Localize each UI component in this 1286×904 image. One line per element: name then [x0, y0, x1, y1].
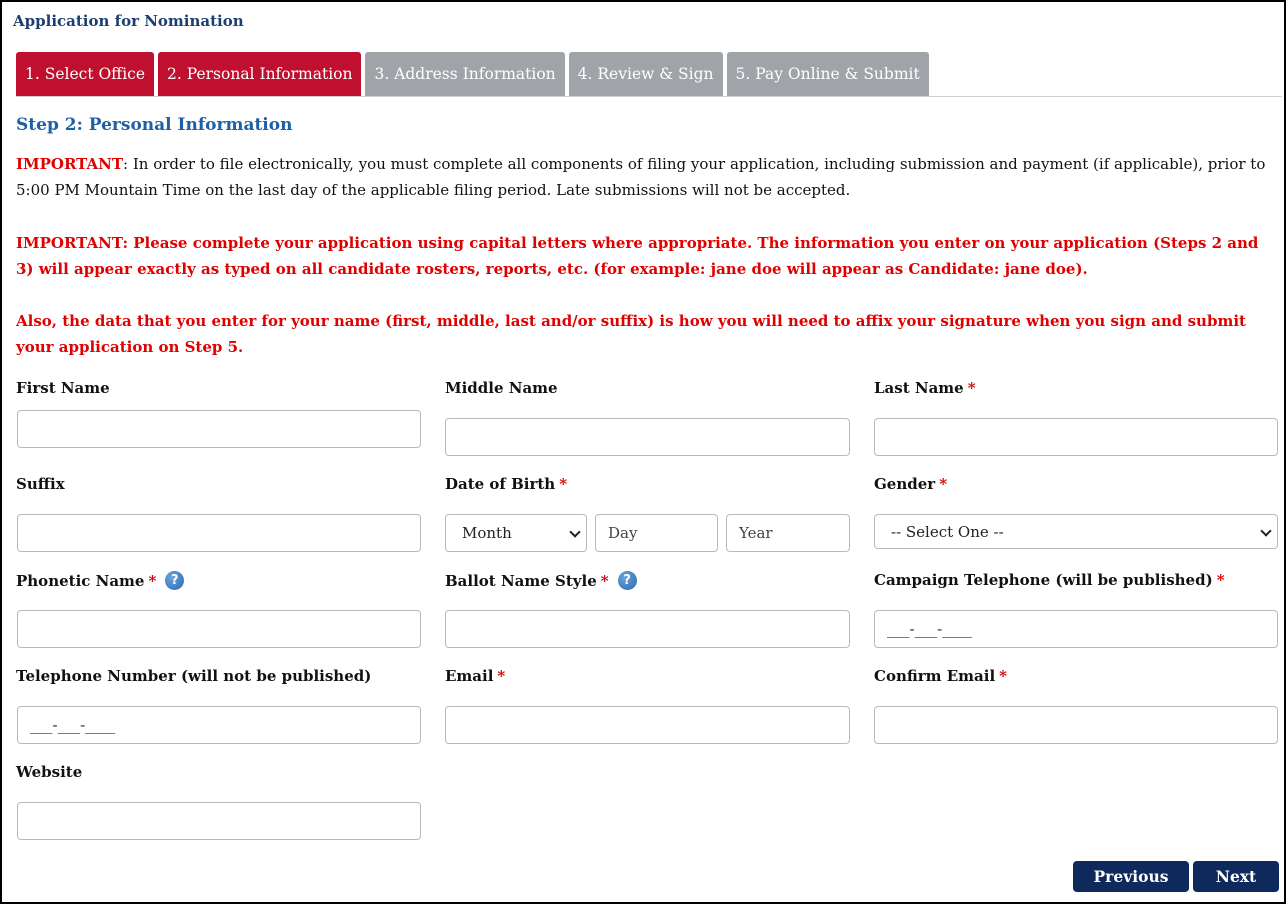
website-label: Website	[16, 763, 83, 781]
required-mark: *	[1216, 571, 1225, 589]
chevron-down-icon	[569, 526, 580, 537]
email-input[interactable]	[445, 706, 850, 744]
ballot-name-style-label: Ballot Name Style * ?	[445, 571, 637, 590]
middle-name-input[interactable]	[445, 418, 850, 456]
last-name-label: Last Name *	[874, 379, 976, 397]
help-icon[interactable]: ?	[165, 571, 184, 590]
telephone-number-label: Telephone Number (will not be published)	[16, 667, 372, 685]
dob-year-input[interactable]	[726, 514, 850, 552]
gender-selected-value: -- Select One --	[891, 522, 1004, 541]
last-name-input[interactable]	[874, 418, 1278, 456]
previous-button[interactable]: Previous	[1073, 861, 1189, 892]
middle-name-label: Middle Name	[445, 379, 558, 397]
required-mark: *	[939, 475, 948, 493]
step-tabs	[16, 52, 929, 96]
suffix-label: Suffix	[16, 475, 65, 493]
required-mark: *	[148, 571, 157, 590]
confirm-email-input[interactable]	[874, 706, 1278, 744]
app-title: Application for Nomination	[13, 12, 244, 30]
required-mark: *	[999, 667, 1008, 685]
date-of-birth-label: Date of Birth *	[445, 475, 568, 493]
first-name-input[interactable]	[17, 410, 421, 448]
tab-select-office[interactable]: 1. Select Office	[16, 52, 154, 96]
next-button[interactable]: Next	[1193, 861, 1279, 892]
tab-address-information[interactable]: 3. Address Information	[365, 52, 564, 96]
telephone-number-input[interactable]	[17, 706, 421, 744]
phonetic-name-input[interactable]	[17, 610, 421, 648]
tab-review-sign[interactable]: 4. Review & Sign	[569, 52, 723, 96]
suffix-input[interactable]	[17, 514, 421, 552]
dob-day-input[interactable]	[595, 514, 718, 552]
filing-notice	[16, 151, 1278, 203]
campaign-telephone-input[interactable]	[874, 610, 1278, 648]
phonetic-name-label: Phonetic Name * ?	[16, 571, 184, 590]
step-title: Step 2: Personal Information	[16, 115, 293, 135]
required-mark: *	[559, 475, 568, 493]
dob-month-value: Month	[462, 524, 512, 542]
help-icon[interactable]: ?	[618, 571, 637, 590]
required-mark: *	[600, 571, 609, 590]
gender-select[interactable]	[874, 514, 1278, 549]
first-name-label: First Name	[16, 379, 110, 397]
email-label: Email *	[445, 667, 506, 685]
required-mark: *	[967, 379, 976, 397]
dob-month-select[interactable]	[445, 514, 587, 552]
gender-label: Gender *	[874, 475, 948, 493]
tab-pay-online-submit[interactable]: 5. Pay Online & Submit	[727, 52, 929, 96]
required-mark: *	[497, 667, 506, 685]
campaign-telephone-label: Campaign Telephone (will be published) *	[874, 571, 1225, 589]
important-lead: IMPORTANT	[16, 155, 124, 173]
tab-personal-information[interactable]: 2. Personal Information	[158, 52, 361, 96]
tab-divider	[16, 96, 1282, 97]
confirm-email-label: Confirm Email *	[874, 667, 1008, 685]
filing-notice-text: : In order to file electronically, you must complete all components of filing your application, including submission and payment (if applicable), prior to 5:00 PM Mountain Time on the last day of the applicable filing period. Late submissions will not be accepted.	[16, 155, 1266, 199]
signature-notice: Also, the data that you enter for your name (first, middle, last and/or suffix) is how you will need to affix your signature when you sign and submit your application on Step 5.	[16, 312, 1246, 356]
capitalization-notice: IMPORTANT: Please complete your application using capital letters where appropriate. The information you enter on your application (Steps 2 and 3) will appear exactly as typed on all candidate rosters, reports, etc. (for example: jane doe will appear as Candidate: jane doe).	[16, 234, 1259, 278]
chevron-down-icon	[1260, 525, 1271, 536]
ballot-name-style-input[interactable]	[445, 610, 850, 648]
website-input[interactable]	[17, 802, 421, 840]
